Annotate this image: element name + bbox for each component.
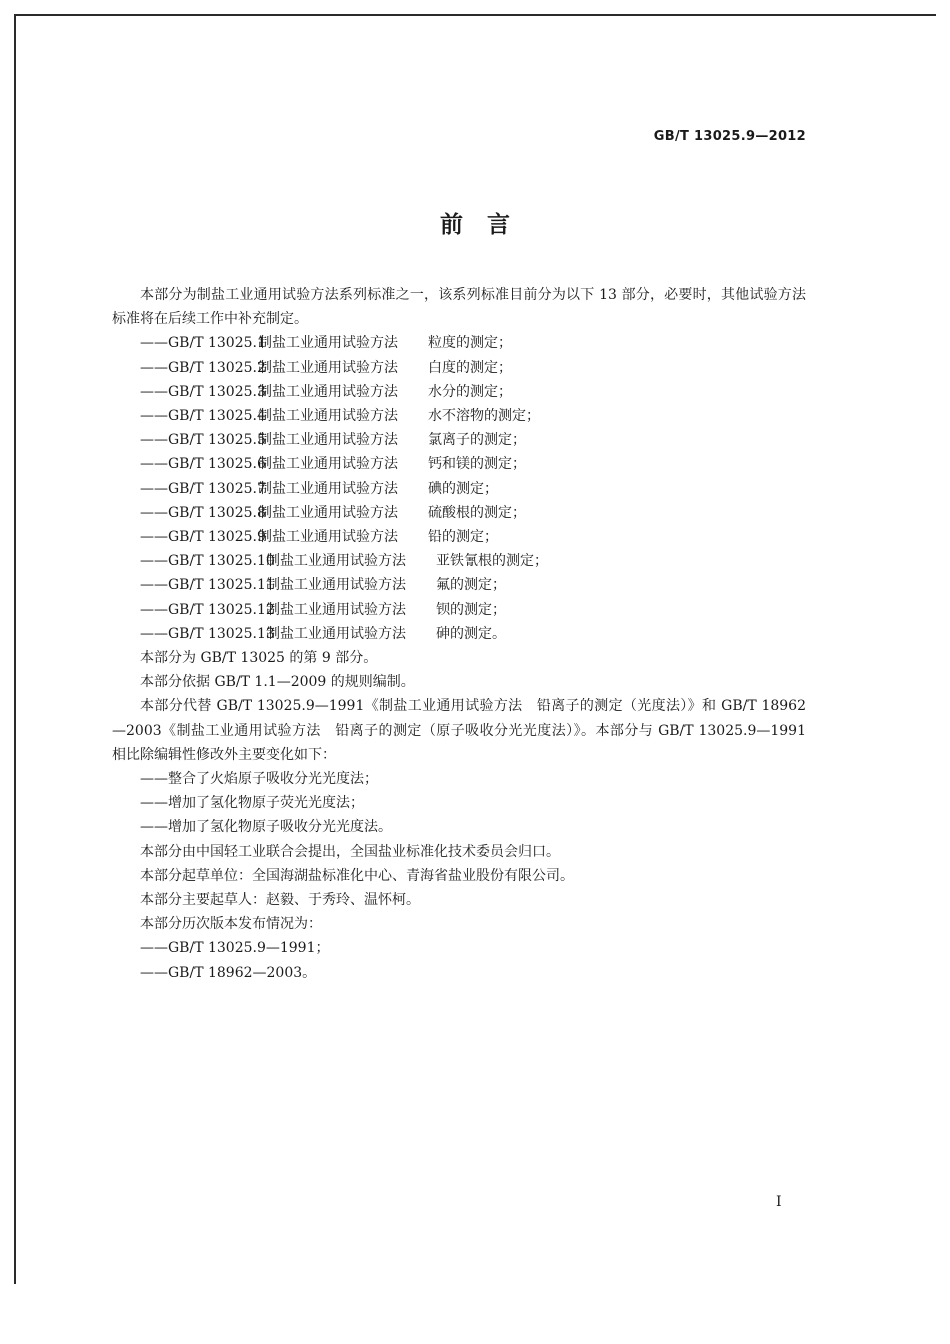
list-item xyxy=(112,331,806,355)
part-method: 制盐工业通用试验方法 xyxy=(258,456,398,473)
part-code: ——GB/T 13025.4 xyxy=(140,408,266,425)
intro-paragraph: 本部分为制盐工业通用试验方法系列标准之一，该系列标准目前分为以下 13 部分，必要时，其他试验方法标准将在后续工作中补充制定。 xyxy=(112,287,806,328)
list-item xyxy=(112,404,806,428)
list-item: ——GB/T 13025.9—1991； xyxy=(140,940,330,957)
part-name: 硫酸根的测定； xyxy=(428,504,526,521)
part-name: 铅的测定； xyxy=(428,529,498,546)
part-code: ——GB/T 13025.6 xyxy=(140,456,266,473)
part-code: ——GB/T 13025.2 xyxy=(140,359,266,376)
part-name: 钡的测定； xyxy=(436,601,506,618)
part-name: 砷的测定。 xyxy=(436,625,506,642)
part-method: 制盐工业通用试验方法 xyxy=(258,359,398,376)
list-item xyxy=(112,573,806,597)
part-method: 制盐工业通用试验方法 xyxy=(266,577,406,594)
changes-list xyxy=(112,767,806,840)
part-method: 制盐工业通用试验方法 xyxy=(258,480,398,497)
list-item xyxy=(112,452,806,476)
part-method: 制盐工业通用试验方法 xyxy=(258,383,398,400)
part-method: 制盐工业通用试验方法 xyxy=(258,432,398,449)
part-method: 制盐工业通用试验方法 xyxy=(258,529,398,546)
foreword-body xyxy=(112,283,806,985)
replacement-paragraph: 本部分代替 GB/T 13025.9—1991《制盐工业通用试验方法 铅离子的测定（光度法）》和 GB/T 18962—2003《制盐工业通用试验方法 铅离子的测定（原子吸收分光光度法）》。本部分与 GB/T 13025.9—1991 相比除编辑性修改外主要变化如下： xyxy=(112,698,806,763)
part-method: 制盐工业通用试验方法 xyxy=(266,601,406,618)
part-code: ——GB/T 13025.12 xyxy=(140,601,275,618)
part-code: ——GB/T 13025.3 xyxy=(140,383,266,400)
part-name: 钙和镁的测定； xyxy=(428,456,526,473)
rules-paragraph: 本部分依据 GB/T 1.1—2009 的规则编制。 xyxy=(140,674,415,691)
list-item: ——增加了氢化物原子吸收分光光度法。 xyxy=(140,819,392,836)
part-name: 粒度的测定； xyxy=(428,335,512,352)
part-name: 水不溶物的测定； xyxy=(428,408,540,425)
part-code: ——GB/T 13025.11 xyxy=(140,577,275,594)
page-title: 前 言 xyxy=(439,212,511,238)
list-item: ——增加了氢化物原子荧光光度法； xyxy=(140,795,364,812)
drafters-paragraph: 本部分主要起草人：赵毅、于秀玲、温怀柯。 xyxy=(140,892,420,909)
proposed-paragraph: 本部分由中国轻工业联合会提出，全国盐业标准化技术委员会归口。 xyxy=(140,843,560,860)
list-item xyxy=(112,428,806,452)
page-number: I xyxy=(776,1194,782,1210)
scan-border-left xyxy=(14,14,16,1284)
part-name: 白度的测定； xyxy=(428,359,512,376)
history-list xyxy=(112,936,806,984)
part-name: 氟的测定； xyxy=(436,577,506,594)
list-item xyxy=(112,380,806,404)
list-item xyxy=(112,356,806,380)
list-item xyxy=(112,549,806,573)
part-code: ——GB/T 13025.5 xyxy=(140,432,266,449)
drafting-units-paragraph: 本部分起草单位：全国海湖盐标准化中心、青海省盐业股份有限公司。 xyxy=(140,867,574,884)
part-name: 水分的测定； xyxy=(428,383,512,400)
list-item xyxy=(112,598,806,622)
part-name: 氯离子的测定； xyxy=(428,432,526,449)
scan-border-top xyxy=(14,14,936,16)
list-item xyxy=(112,501,806,525)
history-paragraph: 本部分历次版本发布情况为： xyxy=(140,916,322,933)
list-item xyxy=(112,622,806,646)
part-method: 制盐工业通用试验方法 xyxy=(258,335,398,352)
part-code: ——GB/T 13025.8 xyxy=(140,504,266,521)
parts-list xyxy=(112,331,806,646)
list-item: ——整合了火焰原子吸收分光光度法； xyxy=(140,771,378,788)
standard-number: GB/T 13025.9—2012 xyxy=(653,129,806,144)
list-item xyxy=(112,525,806,549)
part-method: 制盐工业通用试验方法 xyxy=(266,553,406,570)
part-name: 碘的测定； xyxy=(428,480,498,497)
part-method: 制盐工业通用试验方法 xyxy=(258,408,398,425)
part-method: 制盐工业通用试验方法 xyxy=(258,504,398,521)
part-name: 亚铁氰根的测定； xyxy=(436,553,548,570)
part-code: ——GB/T 13025.7 xyxy=(140,480,266,497)
part-code: ——GB/T 13025.10 xyxy=(140,553,275,570)
part-method: 制盐工业通用试验方法 xyxy=(266,625,406,642)
part-number-paragraph: 本部分为 GB/T 13025 的第 9 部分。 xyxy=(140,650,378,667)
part-code: ——GB/T 13025.1 xyxy=(140,335,266,352)
list-item: ——GB/T 18962—2003。 xyxy=(140,964,317,981)
part-code: ——GB/T 13025.9 xyxy=(140,529,266,546)
part-code: ——GB/T 13025.13 xyxy=(140,625,275,642)
list-item xyxy=(112,477,806,501)
